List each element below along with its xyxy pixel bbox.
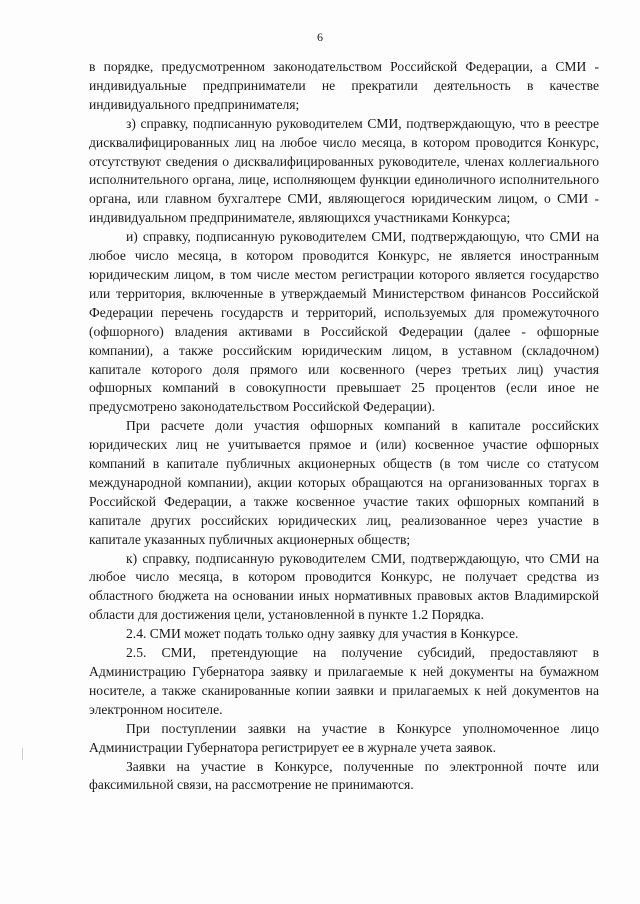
paragraph-clause-2-4: 2.4. СМИ может подать только одну заявку для участия в Конкурсе. [126,626,519,642]
document-body [89,58,599,795]
scan-margin-mark [22,748,23,760]
page-number: 6 [317,30,323,44]
paragraph-clause-2-5: 2.5. СМИ, претендующие на получение субсидий, предоставляют в Администрацию Губернатора заявку и прилагаемые к ней документы на бумажном носителе, а также сканированные копии заявки и прилагаемых к ней документов на электронном носителе. [89,645,599,717]
paragraph-offshore-calculation: При расчете доли участия офшорных компаний в капитале российских юридических лиц не учитывается прямое и (или) косвенное участие офшорных компаний в капитале публичных акционерных обществ (в том числе со статусом международной компании), акции которых обращаются на организованных торгах в Российской Федерации, а также косвенное участие таких офшорных компаний в капитале других российских юридических лиц, реализованное через участие в капитале указанных публичных акционерных обществ; [89,418,599,547]
paragraph-registration: При поступлении заявки на участие в Конкурсе уполномоченное лицо Администрации Губернатора регистрирует ее в журнале учета заявок. [89,720,599,755]
paragraph-continuation: в порядке, предусмотренном законодательством Российской Федерации, а СМИ - индивидуальные предприниматели не прекратили деятельность в качестве индивидуального предпринимателя; [89,59,599,112]
paragraph-rejection: Заявки на участие в Конкурсе, полученные по электронной почте или факсимильной связи, на рассмотрение не принимаются. [89,758,599,793]
paragraph-item-i: и) справку, подписанную руководителем СМИ, подтверждающую, что СМИ на любое число месяца, в котором проводится Конкурс, не является иностранным юридическим лицом, в том числе местом регистрации которого является государство или территория, включенные в утверждаемый Министерством финансов Российской Федерации перечень государств и территорий, используемых для промежуточного (офшорного) владения активами в Российской Федерации (далее - офшорные компании), а также российским юридическим лицом, в уставном (складочном) капитале которого доля прямого или косвенного (через третьих лиц) участия офшорных компаний в совокупности превышает 25 процентов (если иное не предусмотрено законодательством Российской Федерации). [89,229,599,415]
paragraph-item-z: з) справку, подписанную руководителем СМИ, подтверждающую, что в реестре дисквалифицированных лиц на любое число месяца, в котором проводится Конкурс, отсутствуют сведения о дисквалифицированных руководителе, членах коллегиального исполнительного органа, лице, исполняющем функции единоличного исполнительного органа, или главном бухгалтере СМИ, являющегося юридическим лицом, о СМИ - индивидуальном предпринимателе, являющихся участниками Конкурса; [89,115,599,226]
paragraph-item-k: к) справку, подписанную руководителем СМИ, подтверждающую, что СМИ на любое число месяца, в котором проводится Конкурс, не получает средства из областного бюджета на основании иных нормативных правовых актов Владимирской области для достижения цели, установленной в пункте 1.2 Порядка. [89,550,599,623]
